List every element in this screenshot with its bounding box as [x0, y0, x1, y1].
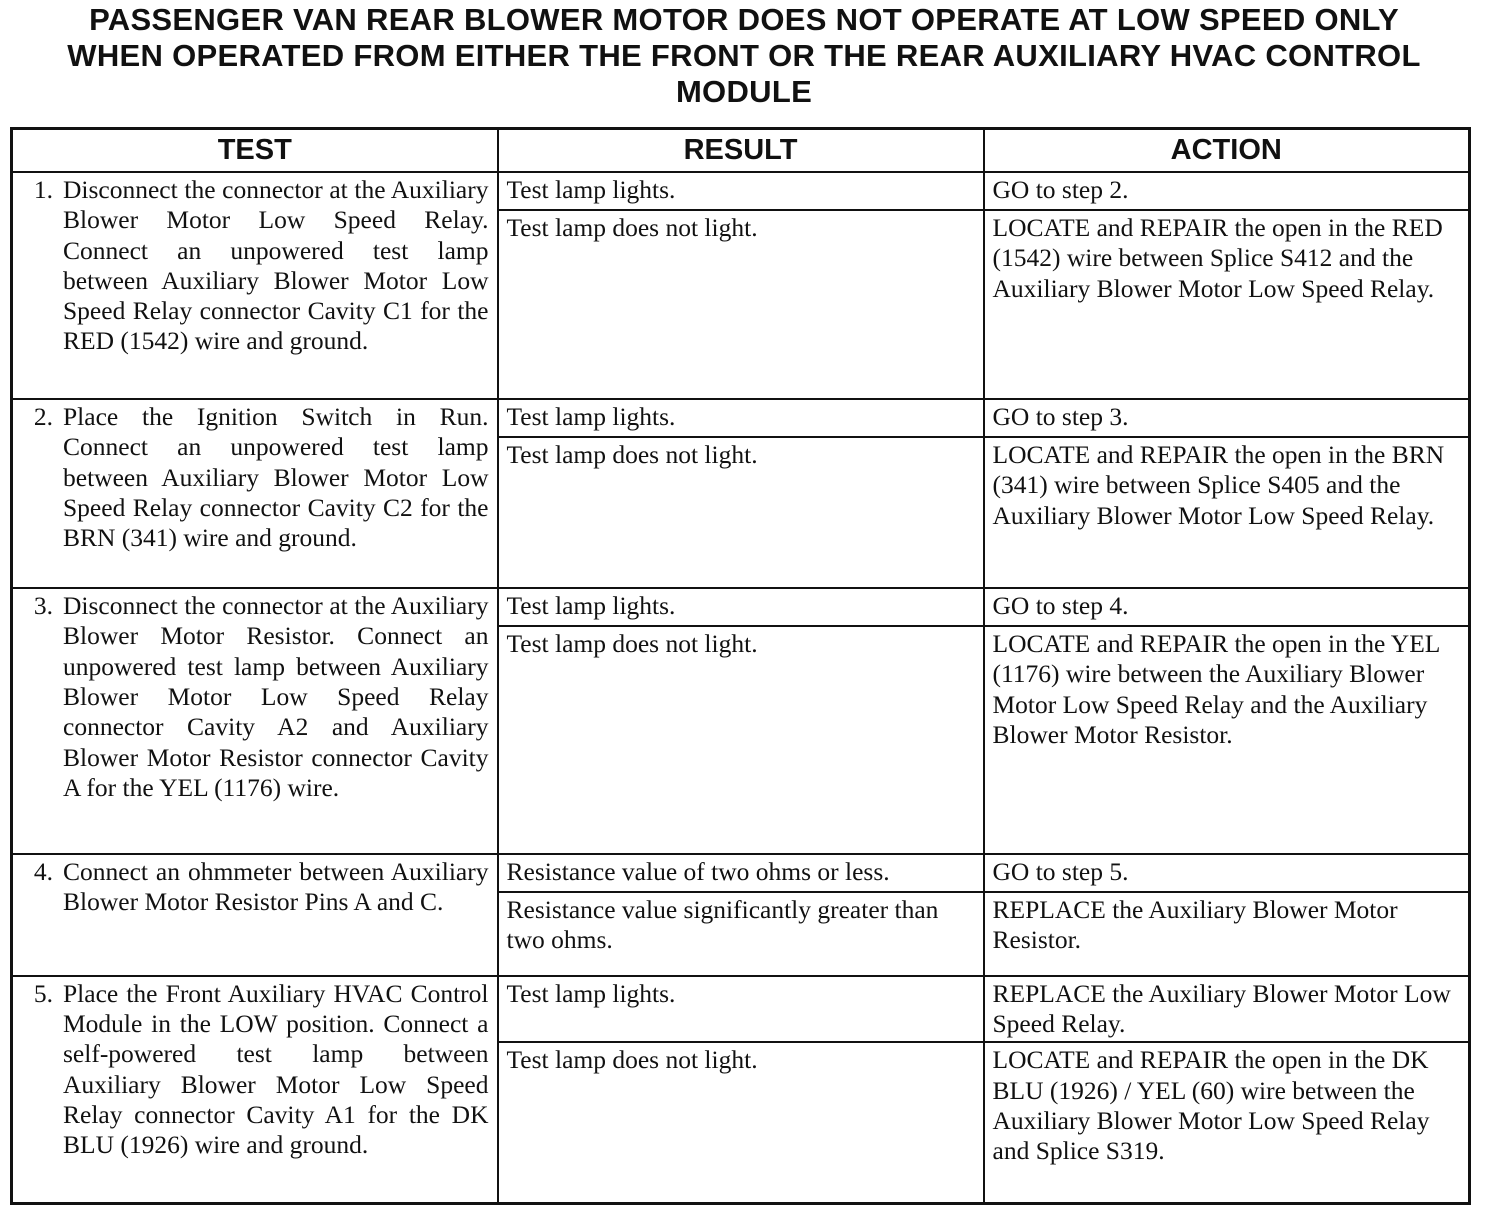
result-cell: Test lamp lights.: [498, 399, 984, 437]
action-cell: GO to step 3.: [984, 399, 1470, 437]
diagnostic-table: [10, 127, 1471, 1205]
title-line-1: PASSENGER VAN REAR BLOWER MOTOR DOES NOT OPERATE AT LOW SPEED ONLY: [89, 2, 1399, 37]
title-line-2: WHEN OPERATED FROM EITHER THE FRONT OR THE REAR AUXILIARY HVAC CONTROL: [67, 38, 1421, 73]
result-cell: Test lamp does not light.: [498, 626, 984, 853]
result-cell: Test lamp lights.: [498, 976, 984, 1043]
action-cell: LOCATE and REPAIR the open in the RED (1542) wire between Splice S412 and the Auxiliary Blower Motor Low Speed Relay.: [984, 210, 1470, 399]
step-test-text: Place the Ignition Switch in Run. Connect an unpowered test lamp between Auxiliary Blower Motor Low Speed Relay connector Cavity C2 for the BRN (341) wire and ground.: [63, 402, 489, 553]
result-cell: Test lamp does not light.: [498, 437, 984, 588]
action-cell: LOCATE and REPAIR the open in the YEL (1176) wire between the Auxiliary Blower Motor Low Speed Relay and the Auxiliary Blower Motor Resistor.: [984, 626, 1470, 853]
result-cell: Test lamp does not light.: [498, 1042, 984, 1203]
header-action: ACTION: [984, 129, 1470, 173]
step-1-row-1: [12, 172, 1470, 210]
step-5-row-1: [12, 976, 1470, 1043]
step-number: 1.: [33, 175, 53, 204]
result-cell: Resistance value of two ohms or less.: [498, 854, 984, 892]
step-number: 2.: [33, 402, 53, 432]
step-4-test-cell: [12, 854, 498, 976]
header-row: [12, 129, 1470, 173]
step-test-text: Disconnect the connector at the Auxiliary Blower Motor Low Speed Relay. Connect an unpowered test lamp between Auxiliary Blower Motor Low Speed Relay connector Cavity C1 for the RED (1542) wire and ground.: [63, 175, 489, 356]
step-test-text: Connect an ohmmeter between Auxiliary Blower Motor Resistor Pins A and C.: [63, 856, 489, 916]
action-cell: REPLACE the Auxiliary Blower Motor Resistor.: [984, 892, 1470, 976]
action-cell: GO to step 4.: [984, 588, 1470, 626]
action-cell: GO to step 5.: [984, 854, 1470, 892]
step-test-text: Place the Front Auxiliary HVAC Control Module in the LOW position. Connect a self-powered test lamp between Auxiliary Blower Motor Low Speed Relay connector Cavity A1 for the DK BLU (1926) wire and ground.: [63, 978, 489, 1160]
step-number: 4.: [33, 856, 53, 886]
step-2-test-cell: [12, 399, 498, 588]
step-5-test-cell: [12, 976, 498, 1204]
step-2-row-1: [12, 399, 1470, 437]
result-cell: Test lamp does not light.: [498, 210, 984, 399]
result-cell: Test lamp lights.: [498, 172, 984, 210]
action-cell: LOCATE and REPAIR the open in the BRN (341) wire between Splice S405 and the Auxiliary Blower Motor Low Speed Relay.: [984, 437, 1470, 588]
page-title: [0, 2, 1488, 110]
step-3-row-1: [12, 588, 1470, 626]
step-4-row-1: [12, 854, 1470, 892]
step-1-test-cell: [12, 172, 498, 399]
step-number: 3.: [33, 591, 53, 621]
step-number: 5.: [33, 978, 53, 1008]
action-cell: LOCATE and REPAIR the open in the DK BLU (1926) / YEL (60) wire between the Auxiliary Blower Motor Low Speed Relay and Splice S319.: [984, 1042, 1470, 1203]
step-test-text: Disconnect the connector at the Auxiliary Blower Motor Resistor. Connect an unpowered test lamp between Auxiliary Blower Motor Low Speed Relay connector Cavity A2 and Auxiliary Blower Motor Resistor connector Cavity A for the YEL (1176) wire.: [63, 591, 489, 802]
action-cell: REPLACE the Auxiliary Blower Motor Low Speed Relay.: [984, 976, 1470, 1043]
result-cell: Resistance value significantly greater than two ohms.: [498, 892, 984, 976]
action-cell: GO to step 2.: [984, 172, 1470, 210]
result-cell: Test lamp lights.: [498, 588, 984, 626]
step-3-test-cell: [12, 588, 498, 853]
title-line-3: MODULE: [675, 74, 813, 109]
header-test: TEST: [12, 129, 498, 173]
header-result: RESULT: [498, 129, 984, 173]
